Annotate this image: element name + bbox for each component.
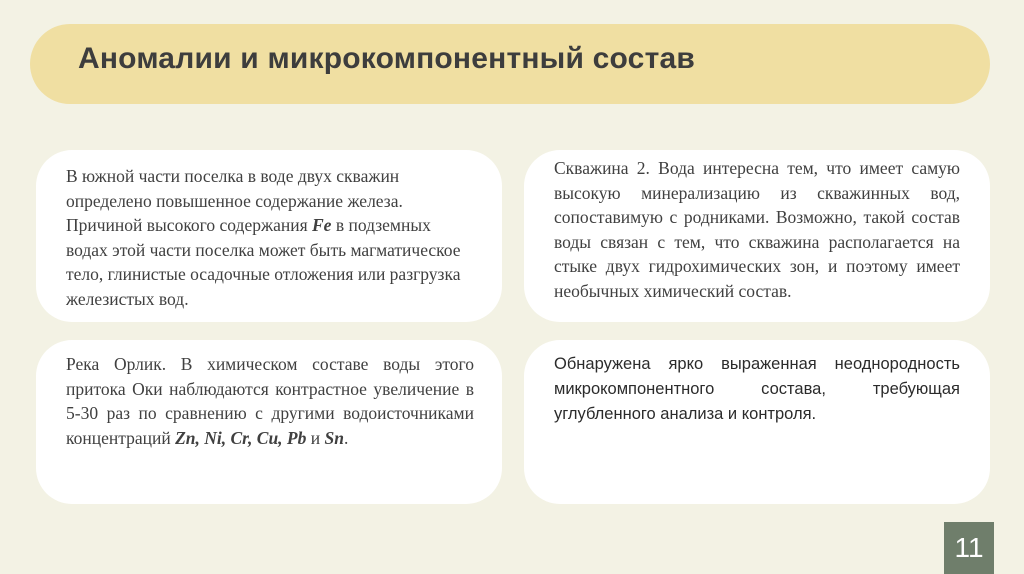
card-well-2 [524,150,990,322]
elements-list: Zn, Ni, Cr, Cu, Pb [175,427,307,448]
card-iron-content [36,150,502,322]
iron-text-part-2: в подземных водах этой части поселка может быть магматическое тело, глинистые осадочные отложения или разгрузка железистых вод. [66,215,461,309]
fe-symbol: Fe [312,215,332,235]
orlik-text-end: . [343,427,349,448]
card-orlik-river [36,340,502,504]
orlik-text: Река Орлик. В химическом составе воды этого притока Оки наблюдаются контрастное увеличение в 5-30 раз по сравнению с другими водоисточниками концентраций [66,354,474,448]
card-conclusion [524,340,990,504]
card-conclusion-text: Обнаружена ярко выраженная неоднородность микрокомпонентного состава, требующая углубленного анализа и контроля. [554,355,960,423]
card-orlik-river-text [66,352,474,450]
card-well-2-text: Скважина 2. Вода интересна тем, что имеет самую высокую минерализацию из скважинных вод, сопоставимую с родниками. Возможно, такой состав воды связан с тем, что скважина располагается на стыке двух гидрохимических зон, и поэтому имеет необычных химический состав. [554,158,960,301]
and-word: и [306,427,325,448]
sn-symbol: Sn [324,427,344,448]
card-iron-content-text [66,164,472,311]
iron-text-part-1: В южной части поселка в воде двух скважин определено повышенное содержание железа. Причиной высокого содержания [66,166,403,235]
page-number-badge: 11 [944,522,994,574]
slide-title: Аномалии и микрокомпонентный состав [78,42,695,75]
